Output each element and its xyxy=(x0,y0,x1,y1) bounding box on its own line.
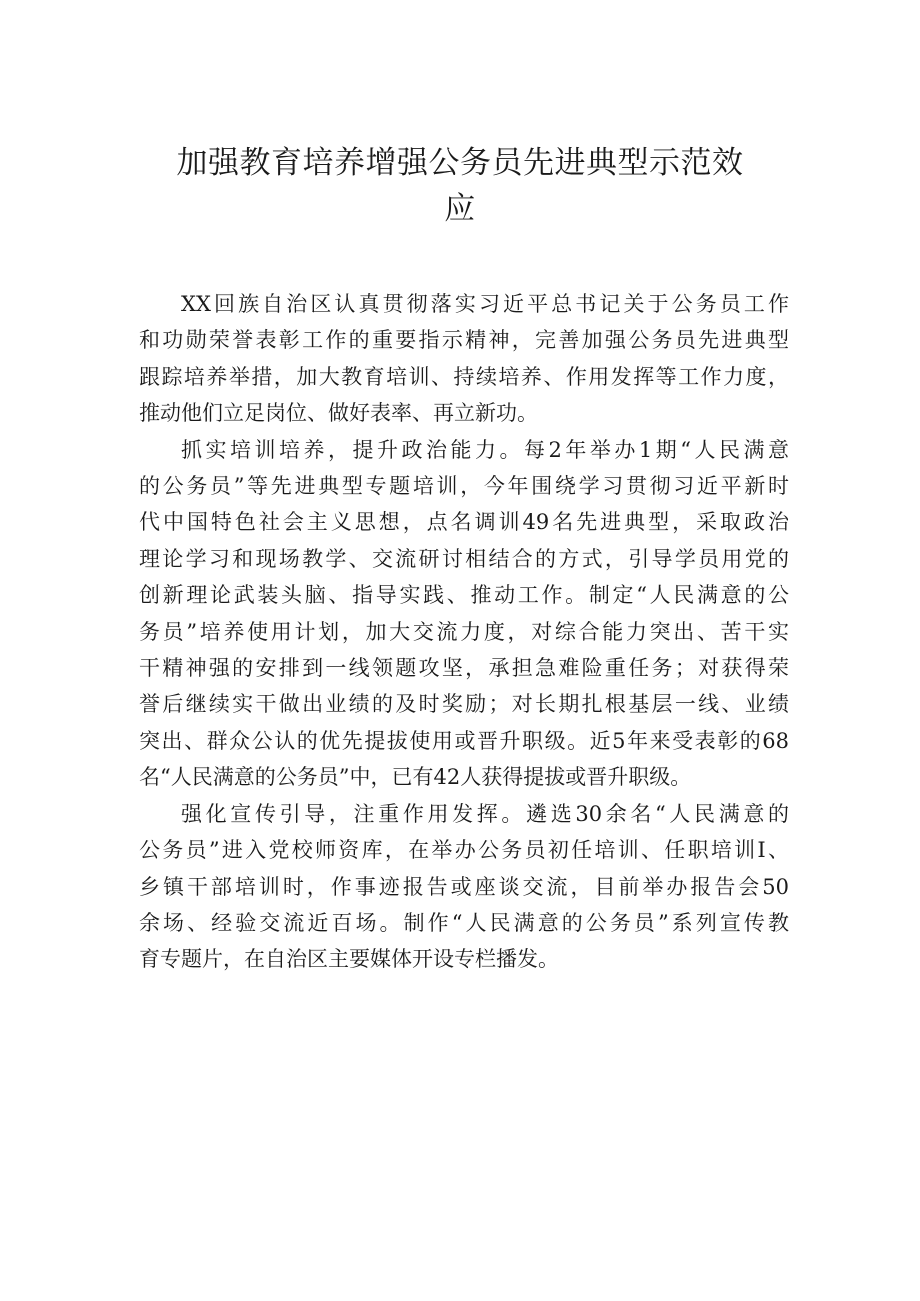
paragraph-line: 代中国特色社会主义思想，点名调训49名先进典型，采取政治 xyxy=(139,510,789,535)
paragraph-line: 创新理论武装头脑、指导实践、推动工作。制定“人民满意的公 xyxy=(139,583,789,608)
paragraph-line: 公务员”进入党校师资库，在举办公务员初任培训、任职培训I、 xyxy=(139,838,789,863)
title-line-1: 加强教育培养增强公务员先进典型示范效 xyxy=(176,145,744,181)
paragraph-training xyxy=(139,432,789,796)
paragraph-line: XX回族自治区认真贯彻落实习近平总书记关于公务员工作 xyxy=(181,292,789,316)
paragraph-line: 干精神强的安排到一线领题攻坚，承担急难险重任务；对获得荣 xyxy=(139,656,789,681)
paragraph-line: 名“人民满意的公务员”中，已有42人获得提拔或晋升职级。 xyxy=(139,765,692,790)
document-title xyxy=(150,140,770,232)
paragraph-line: 理论学习和现场教学、交流研讨相结合的方式，引导学员用党的 xyxy=(139,546,789,571)
paragraph-line: 的公务员”等先进典型专题培训，今年围绕学习贯彻习近平新时 xyxy=(139,474,789,499)
paragraph-line: 抓实培训培养，提升政治能力。每2年举办1期“人民满意 xyxy=(181,437,789,462)
paragraph-line: 誉后继续实干做出业绩的及时奖励；对长期扎根基层一线、业绩 xyxy=(139,692,789,717)
paragraph-line: 乡镇干部培训时，作事迹报告或座谈交流，目前举办报告会50 xyxy=(139,874,789,899)
paragraph-line: 余场、经验交流近百场。制作“人民满意的公务员”系列宣传教 xyxy=(139,910,789,935)
paragraph-line: 育专题片，在自治区主要媒体开设专栏播发。 xyxy=(139,947,559,972)
paragraph-publicity xyxy=(139,796,789,978)
title-line-2: 应 xyxy=(444,191,476,227)
paragraph-line: 推动他们立足岗位、做好表率、再立新功。 xyxy=(139,401,538,426)
paragraph-line: 和功勋荣誉表彰工作的重要指示精神，完善加强公务员先进典型 xyxy=(139,328,789,353)
document-body xyxy=(139,286,789,978)
paragraph-line: 突出、群众公认的优先提拔使用或晋升职级。近5年来受表彰的68 xyxy=(139,728,789,753)
paragraph-line: 强化宣传引导，注重作用发挥。遴选30余名“人民满意的 xyxy=(181,801,789,826)
paragraph-intro xyxy=(139,286,789,432)
paragraph-line: 跟踪培养举措，加大教育培训、持续培养、作用发挥等工作力度， xyxy=(139,364,789,389)
paragraph-line: 务员”培养使用计划，加大交流力度，对综合能力突出、苦干实 xyxy=(139,619,789,644)
